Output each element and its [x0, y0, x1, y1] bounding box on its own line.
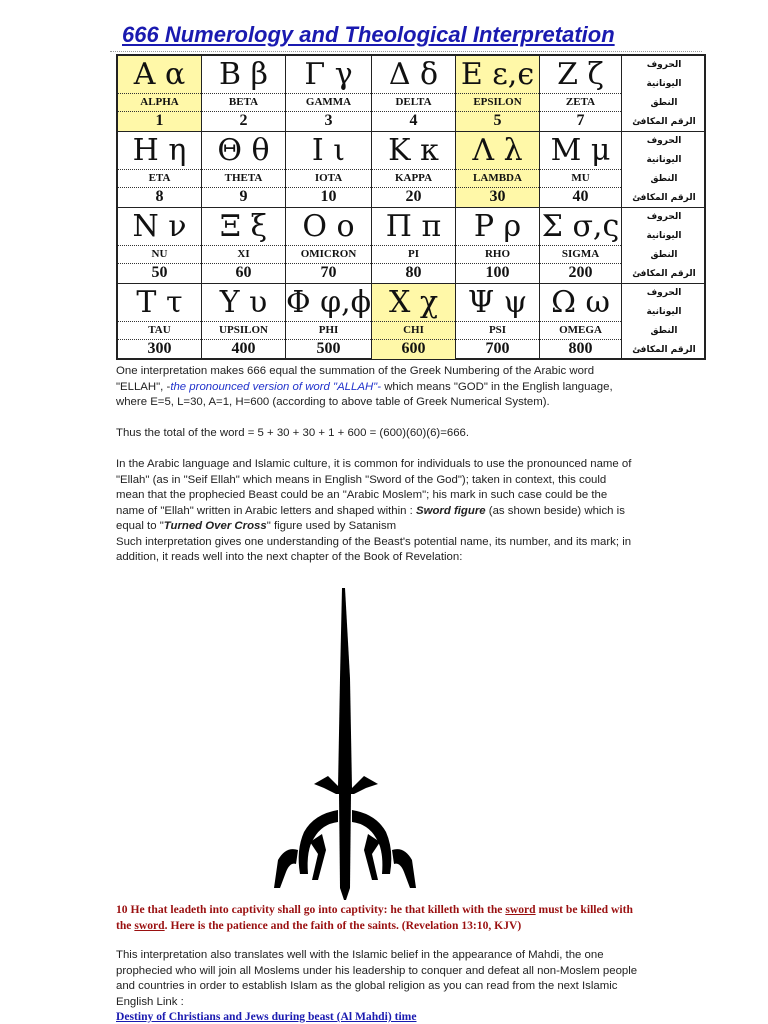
- letter-name: GAMMA: [286, 93, 371, 112]
- letter-glyph: Υ υ: [219, 285, 268, 320]
- letter-glyph: Ν ν: [132, 209, 187, 244]
- letter-value: 700: [485, 340, 510, 357]
- turned-over-cross-term: Turned Over Cross: [163, 520, 267, 532]
- letter-value: 800: [568, 340, 593, 357]
- table-row: [118, 56, 704, 132]
- letter-name: TAU: [118, 321, 201, 340]
- arabic-label: اليونانية: [646, 155, 682, 165]
- letter-cell-omicron: [286, 208, 372, 283]
- letter-glyph: Δ δ: [388, 57, 439, 92]
- letter-glyph: Ξ ξ: [219, 209, 268, 244]
- letter-cell-xi: [202, 208, 286, 283]
- letter-glyph: Σ σ,ς: [541, 209, 620, 244]
- para-arabic-culture: [116, 457, 636, 535]
- letter-name: LAMBDA: [456, 169, 539, 188]
- letter-glyph: Μ μ: [550, 133, 611, 168]
- letter-value: 80: [405, 264, 422, 281]
- letter-cell-zeta: [540, 56, 622, 131]
- sword-left-foot: [274, 849, 298, 888]
- letter-value: 7: [576, 112, 585, 129]
- letter-name: ALPHA: [118, 93, 201, 112]
- letter-cell-epsilon: [456, 56, 540, 131]
- sword-figure-term: Sword figure: [415, 504, 486, 517]
- arabic-label: الحروف: [646, 288, 682, 298]
- letter-glyph: Ι ι: [311, 133, 346, 168]
- letter-cell-sigma: [540, 208, 622, 283]
- arabic-label: الرقم المكافئ: [632, 193, 696, 203]
- letter-cell-pi: [372, 208, 456, 283]
- table-row: [118, 284, 704, 360]
- letter-name: IOTA: [286, 169, 371, 188]
- arabic-label: النطق: [650, 326, 678, 336]
- letter-glyph: Ζ ζ: [557, 57, 604, 92]
- letter-glyph: Τ τ: [136, 285, 183, 320]
- sword-figure-image: [270, 588, 420, 900]
- letter-value: 8: [155, 188, 164, 205]
- arabic-label: الرقم المكافئ: [632, 345, 696, 355]
- letter-name: ETA: [118, 169, 201, 188]
- letter-glyph: Π π: [385, 209, 442, 244]
- table-row: [118, 208, 704, 284]
- letter-cell-chi: [372, 284, 456, 359]
- arabic-label: النطق: [650, 250, 678, 260]
- letter-value: 9: [239, 188, 248, 205]
- total-line: Thus the total of the word = 5 + 30 + 30 + 1 + 600 = (600)(60)(6)=666.: [116, 427, 470, 439]
- letter-cell-rho: [456, 208, 540, 283]
- letter-value: 3: [324, 112, 333, 129]
- letter-name: PI: [372, 245, 455, 264]
- arabic-label: النطق: [650, 98, 678, 108]
- interpretation-text: [116, 364, 636, 566]
- letter-name: PSI: [456, 321, 539, 340]
- letter-cell-gamma: [286, 56, 372, 131]
- letter-cell-lambda: [456, 132, 540, 207]
- letter-glyph: Α α: [133, 57, 186, 92]
- letter-name: EPSILON: [456, 93, 539, 112]
- mahdi-paragraph: This interpretation also translates well with the Islamic belief in the appearance of Mahdi, the one prophecied who will join all Moslems under his leadership to conquer and defeat all non-Moslem people and countries in order to establish Islam as the global religion as you can read from the next Islamic English Link :: [116, 949, 638, 1008]
- letter-value: 2: [239, 112, 248, 129]
- letter-value: 400: [231, 340, 256, 357]
- letter-glyph: Β β: [219, 57, 268, 92]
- verse-sword-2: sword: [134, 918, 165, 932]
- page-title: 666 Numerology and Theological Interpretation: [122, 22, 615, 47]
- sword-blade: [338, 588, 352, 788]
- para2-e: " figure used by Satanism: [266, 520, 397, 532]
- letter-name: SIGMA: [540, 245, 621, 264]
- arabic-label: اليونانية: [646, 231, 682, 241]
- letter-cell-alpha: [118, 56, 202, 131]
- letter-value: 20: [405, 188, 422, 205]
- letter-value: 50: [151, 264, 168, 281]
- letter-cell-phi: [286, 284, 372, 359]
- letter-glyph: Ε ε,ϵ: [460, 57, 535, 92]
- letter-cell-tau: [118, 284, 202, 359]
- letter-name: MU: [540, 169, 621, 188]
- letter-name: NU: [118, 245, 201, 264]
- letter-cell-upsilon: [202, 284, 286, 359]
- verse-sword-1: sword: [505, 903, 536, 916]
- letter-cell-iota: [286, 132, 372, 207]
- letter-name: XI: [202, 245, 285, 264]
- letter-name: ZETA: [540, 93, 621, 112]
- row-divider: [118, 283, 704, 284]
- letter-name: UPSILON: [202, 321, 285, 340]
- arabic-label: الحروف: [646, 212, 682, 222]
- letter-value: 60: [235, 264, 252, 281]
- letter-glyph: Γ γ: [304, 57, 353, 92]
- letter-value: 200: [568, 264, 593, 281]
- arabic-label: الحروف: [646, 60, 682, 70]
- letter-name: OMEGA: [540, 321, 621, 340]
- letter-name: CHI: [372, 321, 455, 340]
- letter-value: 4: [409, 112, 418, 129]
- letter-value: 100: [485, 264, 510, 281]
- arabic-label: اليونانية: [646, 79, 682, 89]
- letter-name: THETA: [202, 169, 285, 188]
- arabic-label: النطق: [650, 174, 678, 184]
- letter-value: 40: [572, 188, 589, 205]
- verse-b: must be killed with the: [116, 903, 633, 932]
- arabic-label: الرقم المكافئ: [632, 269, 696, 279]
- verse-c: . Here is the patience and the faith of the saints. (Revelation 13:10, KJV): [164, 918, 522, 932]
- letter-cell-psi: [456, 284, 540, 359]
- verse-a: 10 He that leadeth into captivity shall go into captivity: he that killeth with the: [116, 903, 506, 916]
- letter-name: KAPPA: [372, 169, 455, 188]
- arabic-row-labels: [622, 56, 706, 131]
- letter-glyph: Χ χ: [388, 285, 439, 320]
- letter-cell-eta: [118, 132, 202, 207]
- letter-cell-delta: [372, 56, 456, 131]
- letter-name: BETA: [202, 93, 285, 112]
- letter-value: 500: [316, 340, 341, 357]
- letter-cell-theta: [202, 132, 286, 207]
- sword-hilt: [339, 794, 351, 900]
- table-row: [118, 132, 704, 208]
- title-divider: [110, 51, 702, 52]
- letter-value: 1: [155, 112, 164, 129]
- letter-value: 70: [320, 264, 337, 281]
- letter-cell-nu: [118, 208, 202, 283]
- letter-cell-mu: [540, 132, 622, 207]
- para-ellah: [116, 364, 636, 395]
- greek-numerals-table: [116, 54, 706, 360]
- arabic-label: اليونانية: [646, 307, 682, 317]
- letter-glyph: Φ φ,ϕ: [286, 285, 371, 320]
- row-divider: [118, 131, 704, 132]
- letter-name: PHI: [286, 321, 371, 340]
- arabic-row-labels: [622, 208, 706, 283]
- para2-c: (as shown beside) which is equal to ": [116, 504, 625, 532]
- letter-glyph: Ψ ψ: [467, 285, 528, 320]
- letter-cell-kappa: [372, 132, 456, 207]
- para2-a: In the Arabic language and Islamic culture, it is common for individuals to use the pronounced name of "Ellah" (as in "Seif Ellah" which means in English "Sword of the God"); taken in context, this could mean that the prophecied Beast could be an "Arabic Moslem"; his mark in such case could be the name of "Ellah" written in Arabic letters and shaped within :: [116, 458, 632, 517]
- destiny-link[interactable]: Destiny of Christians and Jews during beast (Al Mahdi) time: [116, 1010, 417, 1023]
- letter-name: OMICRON: [286, 245, 371, 264]
- letter-name: RHO: [456, 245, 539, 264]
- letter-value: 300: [147, 340, 172, 357]
- arabic-label: الرقم المكافئ: [632, 117, 696, 127]
- letter-glyph: Ο ο: [302, 209, 355, 244]
- letter-glyph: Ρ ρ: [473, 209, 522, 244]
- letter-value: 10: [320, 188, 337, 205]
- arabic-row-labels: [622, 284, 706, 359]
- letter-glyph: Λ λ: [472, 133, 523, 168]
- letter-glyph: Κ κ: [388, 133, 439, 168]
- letter-cell-beta: [202, 56, 286, 131]
- letter-value: 5: [493, 112, 502, 129]
- para-ellah-a: One interpretation makes 666 equal the summation of the Greek Numbering of the Arabic word "ELLAH", -: [116, 365, 595, 393]
- letter-value: 30: [489, 188, 506, 205]
- letter-cell-omega: [540, 284, 622, 359]
- letter-value: 600: [401, 340, 426, 357]
- para-beast-understanding: Such interpretation gives one understanding of the Beast's potential name, its number, and its mark; in addition, it reads well into the next chapter of the Book of Revelation:: [116, 535, 632, 563]
- sword-left-mark: [310, 834, 326, 880]
- revelation-verse: [116, 902, 646, 933]
- sword-right-foot: [392, 849, 416, 888]
- letter-glyph: Ω ω: [551, 285, 610, 320]
- para-ellah-values: where E=5, L=30, A=1, H=600 (according to above table of Greek Numerical System).: [116, 396, 550, 408]
- arabic-row-labels: [622, 132, 706, 207]
- para-ellah-c: which means "GOD" in the English language,: [381, 380, 613, 393]
- arabic-label: الحروف: [646, 136, 682, 146]
- letter-glyph: Θ θ: [217, 133, 270, 168]
- letter-name: DELTA: [372, 93, 455, 112]
- letter-glyph: Η η: [132, 133, 187, 168]
- pronounced-allah-note: the pronounced version of word "ALLAH"-: [170, 380, 382, 393]
- row-divider: [118, 207, 704, 208]
- sword-right-mark: [364, 834, 380, 880]
